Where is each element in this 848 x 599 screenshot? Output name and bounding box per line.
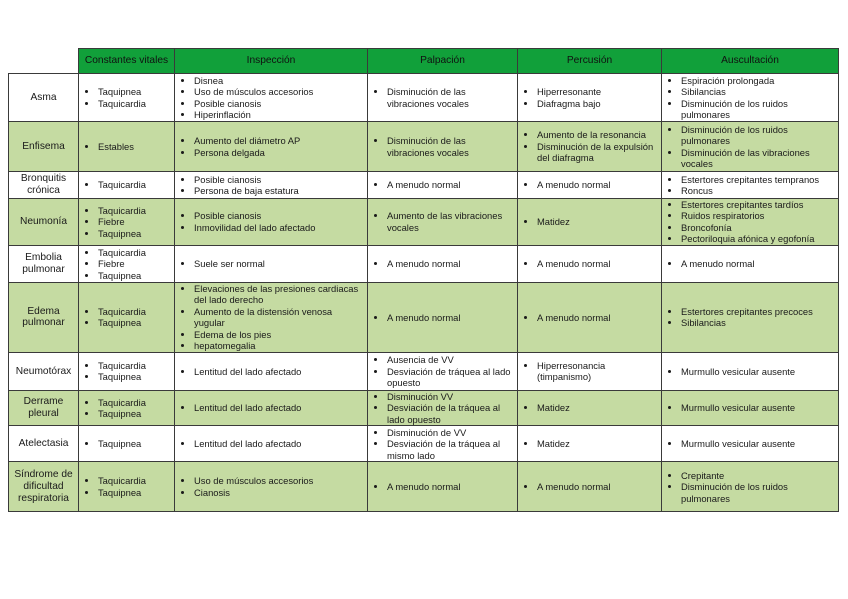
list-item: • Murmullo vesicular ausente xyxy=(681,402,835,413)
list-item: • Cianosis xyxy=(194,487,364,498)
list-item: • Disnea xyxy=(194,75,364,86)
bullet-list xyxy=(665,199,835,245)
table-row xyxy=(9,172,839,199)
cell-vitales xyxy=(79,426,175,462)
list-item: • Aumento de las vibraciones vocales xyxy=(387,210,514,233)
bullet-list xyxy=(178,258,364,269)
list-item: • Disminución de la expulsión del diafragma xyxy=(537,141,658,164)
bullet-list xyxy=(521,402,658,413)
list-item: • Uso de músculos accesorios xyxy=(194,475,364,486)
cell-auscultacion xyxy=(662,172,839,199)
list-item: • Desviación de la tráquea al mismo lado xyxy=(387,438,514,461)
bullet-list xyxy=(665,124,835,170)
list-item: • Lentitud del lado afectado xyxy=(194,402,364,413)
list-item: • Matidez xyxy=(537,402,658,413)
bullet-list xyxy=(82,86,171,109)
header-palpacion: Palpación xyxy=(368,49,518,74)
cell-percusion xyxy=(518,199,662,246)
list-item: • Disminución de las vibraciones vocales xyxy=(681,147,835,170)
list-item: • Murmullo vesicular ausente xyxy=(681,438,835,449)
cell-percusion xyxy=(518,245,662,282)
list-item: • Taquicardia xyxy=(98,306,171,317)
cell-inspeccion xyxy=(175,282,368,352)
cell-palpacion xyxy=(368,74,518,122)
cell-inspeccion xyxy=(175,390,368,425)
list-item: • Taquicardia xyxy=(98,247,171,258)
bullet-list xyxy=(82,438,171,449)
cell-auscultacion xyxy=(662,390,839,425)
table-row xyxy=(9,282,839,352)
bullet-list xyxy=(521,438,658,449)
list-item: • Sibilancias xyxy=(681,86,835,97)
list-item: • Taquipnea xyxy=(98,270,171,281)
header-inspeccion: Inspección xyxy=(175,49,368,74)
bullet-list xyxy=(371,312,514,323)
bullet-list xyxy=(178,402,364,413)
disease-name: Asma xyxy=(9,74,79,122)
list-item: • Posible cianosis xyxy=(194,98,364,109)
list-item: • Aumento de la resonancia xyxy=(537,129,658,140)
cell-percusion xyxy=(518,172,662,199)
list-item: • Taquicardia xyxy=(98,98,171,109)
list-item: • Taquicardia xyxy=(98,475,171,486)
cell-vitales xyxy=(79,172,175,199)
bullet-list xyxy=(82,475,171,498)
cell-vitales xyxy=(79,245,175,282)
list-item: • Fiebre xyxy=(98,216,171,227)
list-item: • Aumento del diámetro AP xyxy=(194,135,364,146)
list-item: • A menudo normal xyxy=(387,258,514,269)
list-item: • Pectoriloquia afónica y egofonía xyxy=(681,233,835,244)
cell-auscultacion xyxy=(662,74,839,122)
bullet-list xyxy=(82,141,171,152)
table-row xyxy=(9,426,839,462)
bullet-list xyxy=(178,174,364,197)
list-item: • Lentitud del lado afectado xyxy=(194,366,364,377)
header-percusion: Percusión xyxy=(518,49,662,74)
cell-percusion xyxy=(518,352,662,390)
bullet-list xyxy=(521,179,658,190)
list-item: • Estertores crepitantes tempranos xyxy=(681,174,835,185)
list-item: • Crepitante xyxy=(681,470,835,481)
list-item: • Disminución de los ruidos pulmonares xyxy=(681,124,835,147)
list-item: • Persona de baja estatura xyxy=(194,185,364,196)
cell-auscultacion xyxy=(662,282,839,352)
disease-name: Neumotórax xyxy=(9,352,79,390)
bullet-list xyxy=(521,360,658,383)
bullet-list xyxy=(521,86,658,109)
cell-inspeccion xyxy=(175,74,368,122)
list-item: • Hiperinflación xyxy=(194,109,364,120)
cell-palpacion xyxy=(368,245,518,282)
list-item: • Ruidos respiratorios xyxy=(681,210,835,221)
list-item: • Disminución de las vibraciones vocales xyxy=(387,86,514,109)
list-item: • Disminución VV xyxy=(387,391,514,402)
list-item: • Roncus xyxy=(681,185,835,196)
cell-inspeccion xyxy=(175,199,368,246)
bullet-list xyxy=(82,397,171,420)
bullet-list xyxy=(665,75,835,121)
bullet-list xyxy=(521,216,658,227)
list-item: • Matidez xyxy=(537,438,658,449)
header-constantes-vitales: Constantes vitales xyxy=(79,49,175,74)
cell-palpacion xyxy=(368,426,518,462)
bullet-list xyxy=(371,210,514,233)
list-item: • Posible cianosis xyxy=(194,174,364,185)
bullet-list xyxy=(665,438,835,449)
list-item: • Desviación de la tráquea al lado opuesto xyxy=(387,402,514,425)
bullet-list xyxy=(665,258,835,269)
bullet-list xyxy=(371,427,514,461)
cell-inspeccion xyxy=(175,245,368,282)
cell-palpacion xyxy=(368,352,518,390)
cell-vitales xyxy=(79,390,175,425)
bullet-list xyxy=(371,258,514,269)
bullet-list xyxy=(521,258,658,269)
list-item: • Disminución de los ruidos pulmonares xyxy=(681,98,835,121)
disease-name: Embolia pulmonar xyxy=(9,245,79,282)
list-item: • A menudo normal xyxy=(537,179,658,190)
cell-vitales xyxy=(79,199,175,246)
cell-inspeccion xyxy=(175,122,368,172)
table-row xyxy=(9,74,839,122)
cell-percusion xyxy=(518,122,662,172)
header-corner xyxy=(9,49,79,74)
list-item: • Diafragma bajo xyxy=(537,98,658,109)
bullet-list xyxy=(665,174,835,197)
bullet-list xyxy=(178,210,364,233)
cell-auscultacion xyxy=(662,245,839,282)
header-auscultacion: Auscultación xyxy=(662,49,839,74)
list-item: • Sibilancias xyxy=(681,317,835,328)
bullet-list xyxy=(82,247,171,281)
bullet-list xyxy=(82,205,171,239)
list-item: • Taquipnea xyxy=(98,438,171,449)
disease-name: Síndrome de dificultad respiratoria xyxy=(9,462,79,512)
list-item: • A menudo normal xyxy=(537,481,658,492)
list-item: • Taquipnea xyxy=(98,487,171,498)
header-row xyxy=(9,49,839,74)
list-item: • Taquicardia xyxy=(98,205,171,216)
cell-percusion xyxy=(518,390,662,425)
cell-auscultacion xyxy=(662,426,839,462)
bullet-list xyxy=(665,402,835,413)
list-item: • Broncofonía xyxy=(681,222,835,233)
bullet-list xyxy=(178,475,364,498)
list-item: • Persona delgada xyxy=(194,147,364,158)
disease-name: Derrame pleural xyxy=(9,390,79,425)
bullet-list xyxy=(521,312,658,323)
list-item: • Fiebre xyxy=(98,258,171,269)
list-item: • Aumento de la distensión venosa yugular xyxy=(194,306,364,329)
bullet-list xyxy=(371,179,514,190)
bullet-list xyxy=(82,179,171,190)
cell-palpacion xyxy=(368,122,518,172)
list-item: • A menudo normal xyxy=(387,179,514,190)
cell-inspeccion xyxy=(175,172,368,199)
bullet-list xyxy=(178,75,364,121)
list-item: • Taquipnea xyxy=(98,86,171,97)
bullet-list xyxy=(371,135,514,158)
cell-palpacion xyxy=(368,282,518,352)
cell-auscultacion xyxy=(662,199,839,246)
cell-vitales xyxy=(79,74,175,122)
cell-auscultacion xyxy=(662,352,839,390)
cell-auscultacion xyxy=(662,462,839,512)
list-item: • Disminución de VV xyxy=(387,427,514,438)
bullet-list xyxy=(82,306,171,329)
bullet-list xyxy=(178,283,364,352)
list-item: • Edema de los pies xyxy=(194,329,364,340)
bullet-list xyxy=(371,354,514,388)
cell-vitales xyxy=(79,122,175,172)
bullet-list xyxy=(178,366,364,377)
cell-palpacion xyxy=(368,390,518,425)
list-item: • A menudo normal xyxy=(537,258,658,269)
bullet-list xyxy=(371,481,514,492)
cell-auscultacion xyxy=(662,122,839,172)
list-item: • Hiperresonante xyxy=(537,86,658,97)
cell-vitales xyxy=(79,462,175,512)
clinical-findings-table xyxy=(8,48,839,512)
table-row xyxy=(9,462,839,512)
list-item: • Disminución de los ruidos pulmonares xyxy=(681,481,835,504)
list-item: • Estables xyxy=(98,141,171,152)
list-item: • A menudo normal xyxy=(387,481,514,492)
bullet-list xyxy=(371,86,514,109)
list-item: • Uso de músculos accesorios xyxy=(194,86,364,97)
list-item: • Taquipnea xyxy=(98,228,171,239)
bullet-list xyxy=(521,129,658,163)
cell-percusion xyxy=(518,282,662,352)
bullet-list xyxy=(371,391,514,425)
table-row xyxy=(9,390,839,425)
bullet-list xyxy=(665,366,835,377)
list-item: • Taquicardia xyxy=(98,397,171,408)
disease-name: Atelectasia xyxy=(9,426,79,462)
list-item: • Taquipnea xyxy=(98,317,171,328)
disease-name: Bronquitis crónica xyxy=(9,172,79,199)
bullet-list xyxy=(665,470,835,504)
list-item: • Estertores crepitantes tardíos xyxy=(681,199,835,210)
table-row xyxy=(9,199,839,246)
list-item: • Desviación de tráquea al lado opuesto xyxy=(387,366,514,389)
list-item: • Estertores crepitantes precoces xyxy=(681,306,835,317)
disease-name: Edema pulmonar xyxy=(9,282,79,352)
bullet-list xyxy=(178,135,364,158)
list-item: • Posible cianosis xyxy=(194,210,364,221)
bullet-list xyxy=(521,481,658,492)
disease-name: Enfisema xyxy=(9,122,79,172)
list-item: • hepatomegalia xyxy=(194,340,364,351)
list-item: • Taquipnea xyxy=(98,371,171,382)
cell-palpacion xyxy=(368,199,518,246)
cell-percusion xyxy=(518,426,662,462)
list-item: • A menudo normal xyxy=(681,258,835,269)
list-item: • Disminución de las vibraciones vocales xyxy=(387,135,514,158)
bullet-list xyxy=(665,306,835,329)
list-item: • Taquipnea xyxy=(98,408,171,419)
cell-percusion xyxy=(518,74,662,122)
list-item: • Espiración prolongada xyxy=(681,75,835,86)
bullet-list xyxy=(178,438,364,449)
cell-percusion xyxy=(518,462,662,512)
bullet-list xyxy=(82,360,171,383)
list-item: • Hiperresonancia (timpanismo) xyxy=(537,360,658,383)
list-item: • Elevaciones de las presiones cardiacas del lado derecho xyxy=(194,283,364,306)
cell-vitales xyxy=(79,282,175,352)
list-item: • Ausencia de VV xyxy=(387,354,514,365)
list-item: • A menudo normal xyxy=(387,312,514,323)
list-item: • Inmovilidad del lado afectado xyxy=(194,222,364,233)
cell-palpacion xyxy=(368,462,518,512)
table-row xyxy=(9,352,839,390)
cell-inspeccion xyxy=(175,352,368,390)
list-item: • Matidez xyxy=(537,216,658,227)
cell-vitales xyxy=(79,352,175,390)
list-item: • Murmullo vesicular ausente xyxy=(681,366,835,377)
disease-name: Neumonía xyxy=(9,199,79,246)
table-row xyxy=(9,245,839,282)
cell-palpacion xyxy=(368,172,518,199)
cell-inspeccion xyxy=(175,462,368,512)
list-item: • Suele ser normal xyxy=(194,258,364,269)
table-row xyxy=(9,122,839,172)
cell-inspeccion xyxy=(175,426,368,462)
list-item: • Taquicardia xyxy=(98,360,171,371)
list-item: • Lentitud del lado afectado xyxy=(194,438,364,449)
list-item: • A menudo normal xyxy=(537,312,658,323)
list-item: • Taquicardia xyxy=(98,179,171,190)
